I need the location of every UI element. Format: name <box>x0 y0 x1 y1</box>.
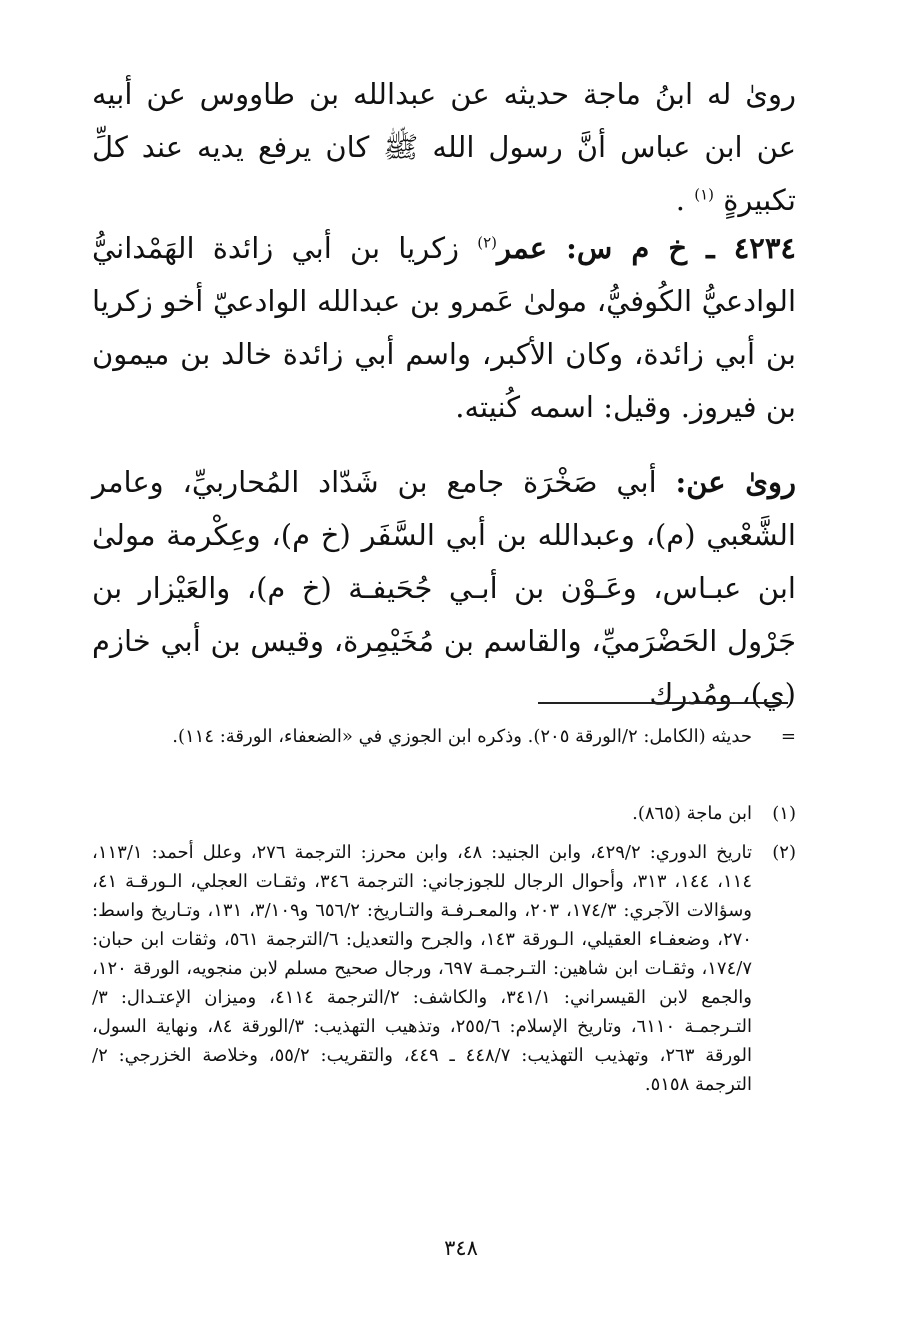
footnote-mark: (٢) <box>772 842 796 863</box>
narrated-from-heading: رویٰ عن: <box>675 465 796 499</box>
paragraph-text <box>92 68 796 227</box>
footnote-divider <box>538 702 788 704</box>
narrated-from-paragraph <box>92 456 796 721</box>
paragraph1-end: . <box>675 183 685 217</box>
footnote-ref-1: (١) <box>694 185 714 204</box>
narrated-from-body: أبي صَخْرَة جامع بن شَدّاد المُحاربيِّ، وعامر الشَّعْبي (م)، وعبدالله بن أبي السَّفَر (خ م)، وعِكْرمة مولىٰ ابن عبـاس، وعَـوْن بن أبـي جُحَيفـة (خ م)، والعَيْزار بن جَرْول الحَضْرَميِّ، والقاسم بن مُخَيْمِرة، وقيس بن أبي خازم (ي)، ومُدرك <box>92 465 796 711</box>
entry-text <box>92 222 796 434</box>
entry-body: زكريا بن أبي زائدة الهَمْدانيُّ الوادعيُّ الكُوفيُّ، مولىٰ عَمرو بن عبدالله الوادعيّ أخو زكريا بن أبي زائدة، وكان الأكبر، واسم أبي زائدة خالد بن ميمون بن فيروز. وقيل: اسمه كُنيته. <box>92 231 796 424</box>
biography-entry <box>92 222 796 434</box>
footnote-text: حديثه (الكامل: ٢/الورقة ٢٠٥). وذكره ابن الجوزي في «الضعفاء، الورقة: ١١٤). <box>172 726 752 747</box>
footnote-1 <box>92 799 796 828</box>
footnote-mark: (١) <box>772 803 796 824</box>
footnote-2 <box>92 838 796 1099</box>
footnote-continuation <box>92 722 796 751</box>
footnote-mark: = <box>780 726 796 747</box>
footnote-item <box>92 838 796 1099</box>
entry-heading: ٤٢٣٤ ـ خ م س: عمر <box>497 231 797 265</box>
paragraph1-text: رویٰ له ابنُ ماجة حديثه عن عبدالله بن طاووس عن أبيه عن ابن عباس أنَّ رسول الله ﷺ كان يرفع يديه عند كلِّ تكبيرةٍ <box>92 77 796 217</box>
narration-paragraph <box>92 68 796 227</box>
footnote-item <box>92 722 796 751</box>
footnote-text: ابن ماجة (٨٦٥). <box>632 803 752 824</box>
footnote-ref-2: (٢) <box>477 233 498 252</box>
narrated-from-text <box>92 456 796 721</box>
footnote-item <box>92 799 796 828</box>
page-number: ٣٤٨ <box>444 1236 478 1260</box>
footnote-text: تاريخ الدوري: ٤٢٩/٢، وابن الجنيد: ٤٨، وابن محرز: الترجمة ٢٧٦، وعلل أحمد: ١١٣/١، ١١٤، ١٤٤، ٣١٣، وأحوال الرجال للجوزجاني: الترجمة ٣٤٦، وثقـات العجلي، الـورقـة ٤١، وسؤالات الآجري: ١٧٤/٣، ٢٠٣، والمعـرفـة والتـاريخ: ٦٥٦/٢ و٣/١٠٩، ١٣١، وتـاريخ واسط: ٢٧٠، وضعفـاء العقيلي، الـورقة ١٤٣، والجرح والتعديل: ٦/الترجمة ٥٦١، وثقات ابن حبان: ١٧٤/٧، وثقـات ابن شاهين: التـرجمـة ٦٩٧، ورجال صحيح مسلم لابن منجويه، الورقة ١٢٠، والجمع لابن القيسراني: ٣٤١/١، والكاشف: ٢/الترجمة ٤١١٤، وميزان الإعتـدال: ٣/التـرجمـة ٦١١٠، وتاريخ الإسلام: ٢٥٥/٦، وتذهيب التهذيب: ٣/الورقة ٨٤، ونهاية السول، الورقة ٢٦٣، وتهذيب التهذيب: ٤٤٨/٧ ـ ٤٤٩، والتقريب: ٥٥/٢، وخلاصة الخزرجي: ٢/الترجمة ٥١٥٨. <box>92 842 753 1095</box>
